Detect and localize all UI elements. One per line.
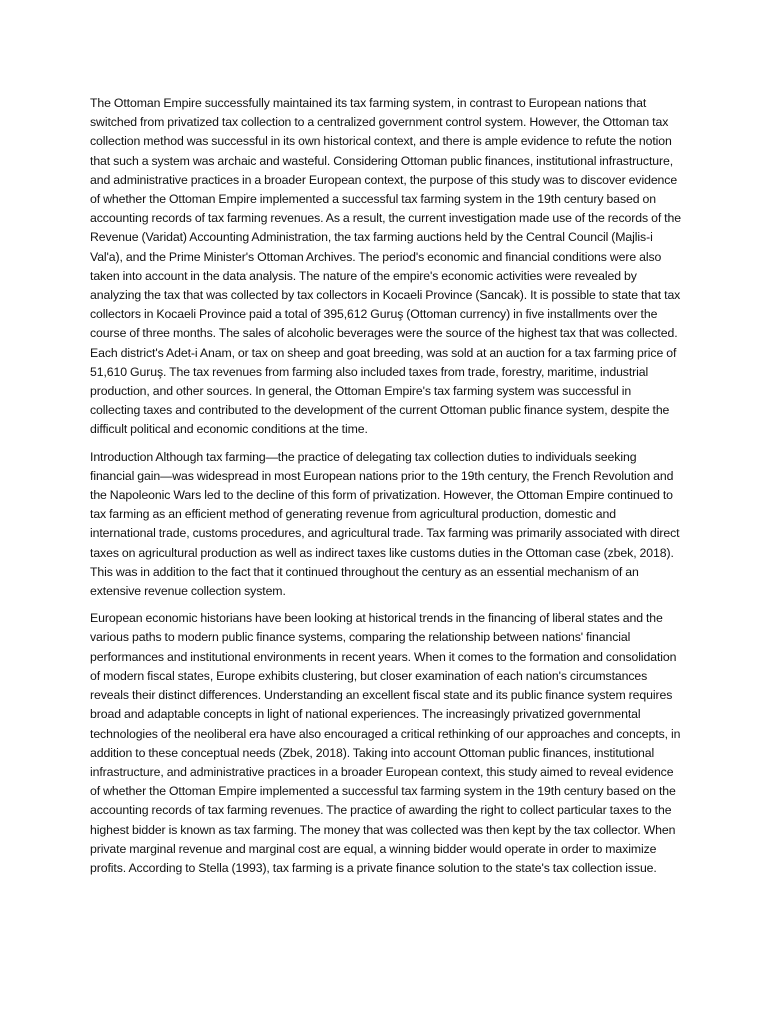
abstract-paragraph: The Ottoman Empire successfully maintained its tax farming system, in contrast to European nations that switched from privatized tax collection to a centralized government control system. However, the Ottoman tax collection method was successful in its own historical context, and there is ample evidence to refute the notion that such a system was archaic and wasteful. Considering Ottoman public finances, institutional infrastructure, and administrative practices in a broader European context, the purpose of this study was to discover evidence of whether the Ottoman Empire implemented a successful tax farming system in the 19th century based on accounting records of tax farming revenues. As a result, the current investigation made use of the records of the Revenue (Varidat) Accounting Administration, the tax farming auctions held by the Central Council (Majlis-i Val'a), and the Prime Minister's Ottoman Archives. The period's economic and financial conditions were also taken into account in the data analysis. The nature of the empire's economic activities were revealed by analyzing the tax that was collected by tax collectors in Kocaeli Province (Sancak). It is possible to state that tax collectors in Kocaeli Province paid a total of 395,612 Guruş (Ottoman currency) in five installments over the course of three months. The sales of alcoholic beverages were the source of the highest tax that was collected. Each district's Adet-i Anam, or tax on sheep and goat breeding, was sold at an auction for a tax farming price of 51,610 Guruş. The tax revenues from farming also included taxes from trade, forestry, maritime, industrial production, and other sources. In general, the Ottoman Empire's tax farming system was successful in collecting taxes and contributed to the development of the current Ottoman public finance system, despite the difficult political and economic conditions at the time. xyxy=(90,96,681,437)
introduction-paragraph: Introduction Although tax farming—the practice of delegating tax collection duties to individuals seeking financial gain—was widespread in most European nations prior to the 19th century, the French Revolution and the Napoleonic Wars led to the decline of this form of privatization. However, the Ottoman Empire continued to tax farming as an efficient method of generating revenue from agricultural production, domestic and international trade, customs procedures, and agricultural trade. Tax farming was primarily associated with direct taxes on agricultural production as well as indirect taxes like customs duties in the Ottoman case (zbek, 2018). This was in addition to the fact that it continued throughout the century as an essential mechanism of an extensive revenue collection system. xyxy=(90,449,680,599)
body-paragraph: European economic historians have been looking at historical trends in the financing of liberal states and the various paths to modern public finance systems, comparing the relationship between nations' financial performances and institutional environments in recent years. When it comes to the formation and consolidation of modern fiscal states, Europe exhibits clustering, but closer examination of each nation's circumstances reveals their distinct differences. Understanding an excellent fiscal state and its public finance system requires broad and adaptable concepts in light of national experiences. The increasingly privatized governmental technologies of the neoliberal era have also encouraged a critical rethinking of our approaches and concepts, in addition to these conceptual needs (Zbek, 2018). Taking into account Ottoman public finances, institutional infrastructure, and administrative practices in a broader European context, this study aimed to reveal evidence of whether the Ottoman Empire implemented a successful tax farming system in the 19th century based on the accounting records of tax farming revenues. The practice of awarding the right to collect particular taxes to the highest bidder is known as tax farming. The money that was collected was then kept by the tax collector. When private marginal revenue and marginal cost are equal, a winning bidder would operate in order to maximize profits. According to Stella (1993), tax farming is a private finance solution to the state's tax collection issue. xyxy=(90,611,681,875)
document-page xyxy=(90,94,682,886)
